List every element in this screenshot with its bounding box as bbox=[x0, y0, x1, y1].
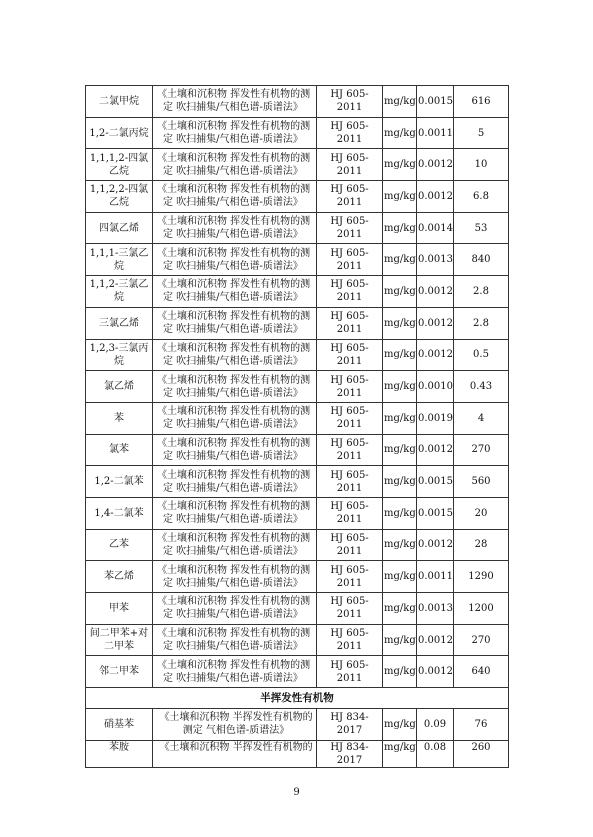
method-line-1: 《土壤和沉积物 挥发性有机物的测 bbox=[157, 406, 311, 418]
value-cell: 0.5 bbox=[454, 339, 509, 371]
pollutant-name-cell: 1,2-二氯苯 bbox=[86, 466, 153, 498]
detection-limit-cell: 0.0014 bbox=[417, 212, 454, 244]
standard-cell: HJ 605-2011 bbox=[317, 181, 383, 213]
table-row bbox=[86, 307, 509, 339]
pollutant-name-cell: 二氯甲烷 bbox=[86, 86, 153, 118]
method-line-2: 定 吹扫捕集/气相色谱-质谱法》 bbox=[163, 419, 303, 431]
method-cell bbox=[153, 117, 317, 149]
method-line-2: 定 吹扫捕集/气相色谱-质谱法》 bbox=[163, 641, 303, 653]
detection-limit-cell: 0.0012 bbox=[417, 276, 454, 308]
method-cell bbox=[153, 740, 317, 767]
standard-cell: HJ 605-2011 bbox=[317, 276, 383, 308]
value-cell: 560 bbox=[454, 466, 509, 498]
method-cell bbox=[153, 497, 317, 529]
value-cell: 5 bbox=[454, 117, 509, 149]
method-line-2: 定 吹扫捕集/气相色谱-质谱法》 bbox=[163, 355, 303, 367]
pollutant-name-cell: 氯苯 bbox=[86, 434, 153, 466]
unit-cell: mg/kg bbox=[383, 529, 417, 561]
unit-cell: mg/kg bbox=[383, 561, 417, 593]
detection-limit-cell: 0.0011 bbox=[417, 561, 454, 593]
standard-cell: HJ 605-2011 bbox=[317, 402, 383, 434]
pollutant-name-cell: 甲苯 bbox=[86, 593, 153, 625]
monitoring-table bbox=[85, 85, 509, 768]
unit-cell: mg/kg bbox=[383, 709, 417, 741]
unit-cell: mg/kg bbox=[383, 339, 417, 371]
standard-cell: HJ 834-2017 bbox=[317, 740, 383, 767]
unit-cell: mg/kg bbox=[383, 212, 417, 244]
unit-cell: mg/kg bbox=[383, 276, 417, 308]
pollutant-name-cell: 1,4-二氯苯 bbox=[86, 497, 153, 529]
table-row bbox=[86, 402, 509, 434]
method-cell bbox=[153, 339, 317, 371]
table-row bbox=[86, 497, 509, 529]
method-line-2: 定 吹扫捕集/气相色谱-质谱法》 bbox=[163, 102, 303, 114]
detection-limit-cell: 0.0013 bbox=[417, 244, 454, 276]
table-row bbox=[86, 149, 509, 181]
table-row bbox=[86, 434, 509, 466]
table-row bbox=[86, 709, 509, 741]
pollutant-name-cell: 苯胺 bbox=[86, 740, 153, 767]
page-number: 9 bbox=[293, 787, 300, 798]
method-cell bbox=[153, 244, 317, 276]
table-body bbox=[86, 86, 509, 768]
detection-limit-cell: 0.0012 bbox=[417, 307, 454, 339]
unit-cell: mg/kg bbox=[383, 656, 417, 688]
method-line-2: 测定 气相色谱-质谱法》 bbox=[182, 725, 290, 737]
value-cell: 270 bbox=[454, 434, 509, 466]
standard-cell: HJ 605-2011 bbox=[317, 656, 383, 688]
table-row bbox=[86, 466, 509, 498]
method-line-2: 定 吹扫捕集/气相色谱-质谱法》 bbox=[163, 387, 303, 399]
unit-cell: mg/kg bbox=[383, 624, 417, 656]
section-heading-row bbox=[86, 688, 509, 709]
table-row bbox=[86, 740, 509, 767]
table-row bbox=[86, 529, 509, 561]
method-cell bbox=[153, 276, 317, 308]
pollutant-name-cell: 邻二甲苯 bbox=[86, 656, 153, 688]
pollutant-name-cell: 1,1,2-三氯乙烷 bbox=[86, 276, 153, 308]
detection-limit-cell: 0.0012 bbox=[417, 624, 454, 656]
detection-limit-cell: 0.0012 bbox=[417, 149, 454, 181]
value-cell: 28 bbox=[454, 529, 509, 561]
table-row bbox=[86, 339, 509, 371]
method-line-1: 《土壤和沉积物 挥发性有机物的测 bbox=[157, 374, 311, 386]
table-row bbox=[86, 244, 509, 276]
method-cell bbox=[153, 212, 317, 244]
detection-limit-cell: 0.0011 bbox=[417, 117, 454, 149]
table-row bbox=[86, 656, 509, 688]
standard-cell: HJ 605-2011 bbox=[317, 561, 383, 593]
pollutant-name-cell: 三氯乙烯 bbox=[86, 307, 153, 339]
method-cell bbox=[153, 371, 317, 403]
pollutant-name-cell: 1,2,3-三氯丙烷 bbox=[86, 339, 153, 371]
unit-cell: mg/kg bbox=[383, 307, 417, 339]
method-line-2: 定 吹扫捕集/气相色谱-质谱法》 bbox=[163, 609, 303, 621]
pollutant-name-cell: 四氯乙烯 bbox=[86, 212, 153, 244]
detection-limit-cell: 0.0010 bbox=[417, 371, 454, 403]
detection-limit-cell: 0.0015 bbox=[417, 86, 454, 118]
value-cell: 840 bbox=[454, 244, 509, 276]
value-cell: 10 bbox=[454, 149, 509, 181]
value-cell: 76 bbox=[454, 709, 509, 741]
method-line-2: 定 吹扫捕集/气相色谱-质谱法》 bbox=[163, 197, 303, 209]
method-line-2: 定 吹扫捕集/气相色谱-质谱法》 bbox=[163, 450, 303, 462]
standard-cell: HJ 605-2011 bbox=[317, 244, 383, 276]
method-line-2: 定 吹扫捕集/气相色谱-质谱法》 bbox=[163, 577, 303, 589]
standard-cell: HJ 605-2011 bbox=[317, 466, 383, 498]
standard-cell: HJ 605-2011 bbox=[317, 624, 383, 656]
table-row bbox=[86, 561, 509, 593]
standard-cell: HJ 605-2011 bbox=[317, 117, 383, 149]
method-cell bbox=[153, 181, 317, 213]
detection-limit-cell: 0.0012 bbox=[417, 339, 454, 371]
method-line-2: 定 吹扫捕集/气相色谱-质谱法》 bbox=[163, 545, 303, 557]
method-line-2: 定 吹扫捕集/气相色谱-质谱法》 bbox=[163, 229, 303, 241]
unit-cell: mg/kg bbox=[383, 117, 417, 149]
value-cell: 2.8 bbox=[454, 276, 509, 308]
standard-cell: HJ 605-2011 bbox=[317, 86, 383, 118]
value-cell: 616 bbox=[454, 86, 509, 118]
method-line-2: 定 吹扫捕集/气相色谱-质谱法》 bbox=[163, 482, 303, 494]
standard-cell: HJ 834-2017 bbox=[317, 709, 383, 741]
unit-cell: mg/kg bbox=[383, 86, 417, 118]
method-cell bbox=[153, 624, 317, 656]
standard-cell: HJ 605-2011 bbox=[317, 497, 383, 529]
detection-limit-cell: 0.08 bbox=[417, 740, 454, 767]
pollutant-name-cell: 苯乙烯 bbox=[86, 561, 153, 593]
standard-cell: HJ 605-2011 bbox=[317, 529, 383, 561]
unit-cell: mg/kg bbox=[383, 434, 417, 466]
value-cell: 270 bbox=[454, 624, 509, 656]
method-cell bbox=[153, 86, 317, 118]
value-cell: 260 bbox=[454, 740, 509, 767]
method-line-2: 定 吹扫捕集/气相色谱-质谱法》 bbox=[163, 165, 303, 177]
method-cell bbox=[153, 656, 317, 688]
method-cell bbox=[153, 149, 317, 181]
pollutant-name-cell: 1,1,1,2-四氯乙烷 bbox=[86, 149, 153, 181]
method-line-2: 定 吹扫捕集/气相色谱-质谱法》 bbox=[163, 672, 303, 684]
standard-cell: HJ 605-2011 bbox=[317, 593, 383, 625]
detection-limit-cell: 0.0012 bbox=[417, 434, 454, 466]
pollutant-name-cell: 间二甲苯+对二甲苯 bbox=[86, 624, 153, 656]
method-cell bbox=[153, 466, 317, 498]
value-cell: 0.43 bbox=[454, 371, 509, 403]
table-row bbox=[86, 624, 509, 656]
unit-cell: mg/kg bbox=[383, 466, 417, 498]
method-cell bbox=[153, 593, 317, 625]
pollutant-name-cell: 苯 bbox=[86, 402, 153, 434]
pollutant-name-cell: 1,1,2,2-四氯乙烷 bbox=[86, 181, 153, 213]
method-line-1: 《土壤和沉积物 挥发性有机物的测 bbox=[157, 628, 311, 640]
detection-limit-cell: 0.0015 bbox=[417, 497, 454, 529]
standard-cell: HJ 605-2011 bbox=[317, 149, 383, 181]
pollutant-name-cell: 氯乙烯 bbox=[86, 371, 153, 403]
method-line-1: 《土壤和沉积物 挥发性有机物的测 bbox=[157, 501, 311, 513]
table-row bbox=[86, 371, 509, 403]
method-cell bbox=[153, 434, 317, 466]
method-line-1: 《土壤和沉积物 半挥发性有机物的 bbox=[159, 712, 313, 724]
detection-limit-cell: 0.09 bbox=[417, 709, 454, 741]
method-line-1: 《土壤和沉积物 挥发性有机物的测 bbox=[157, 342, 311, 354]
method-line-2: 定 吹扫捕集/气相色谱-质谱法》 bbox=[163, 292, 303, 304]
unit-cell: mg/kg bbox=[383, 740, 417, 767]
method-line-2: 定 吹扫捕集/气相色谱-质谱法》 bbox=[163, 260, 303, 272]
method-cell bbox=[153, 402, 317, 434]
unit-cell: mg/kg bbox=[383, 181, 417, 213]
method-line-2: 定 吹扫捕集/气相色谱-质谱法》 bbox=[163, 134, 303, 146]
method-line-1: 《土壤和沉积物 挥发性有机物的测 bbox=[157, 564, 311, 576]
method-line-1: 《土壤和沉积物 挥发性有机物的测 bbox=[157, 659, 311, 671]
table-row bbox=[86, 212, 509, 244]
method-line-1: 《土壤和沉积物 挥发性有机物的测 bbox=[157, 279, 311, 291]
unit-cell: mg/kg bbox=[383, 149, 417, 181]
table-row bbox=[86, 86, 509, 118]
method-line-1: 《土壤和沉积物 挥发性有机物的测 bbox=[157, 469, 311, 481]
method-cell bbox=[153, 529, 317, 561]
pollutant-name-cell: 硝基苯 bbox=[86, 709, 153, 741]
unit-cell: mg/kg bbox=[383, 593, 417, 625]
pollutant-name-cell: 1,1,1-三氯乙烷 bbox=[86, 244, 153, 276]
method-line-1: 《土壤和沉积物 挥发性有机物的测 bbox=[157, 596, 311, 608]
detection-limit-cell: 0.0012 bbox=[417, 656, 454, 688]
method-line-1: 《土壤和沉积物 挥发性有机物的测 bbox=[157, 437, 311, 449]
detection-limit-cell: 0.0015 bbox=[417, 466, 454, 498]
method-line-1: 《土壤和沉积物 挥发性有机物的测 bbox=[157, 311, 311, 323]
standard-cell: HJ 605-2011 bbox=[317, 371, 383, 403]
table-row bbox=[86, 593, 509, 625]
standard-cell: HJ 605-2011 bbox=[317, 434, 383, 466]
method-line-1: 《土壤和沉积物 挥发性有机物的测 bbox=[157, 89, 311, 101]
standard-cell: HJ 605-2011 bbox=[317, 212, 383, 244]
unit-cell: mg/kg bbox=[383, 402, 417, 434]
table-row bbox=[86, 117, 509, 149]
pollutant-name-cell: 乙苯 bbox=[86, 529, 153, 561]
detection-limit-cell: 0.0013 bbox=[417, 593, 454, 625]
table-row bbox=[86, 276, 509, 308]
detection-limit-cell: 0.0012 bbox=[417, 181, 454, 213]
table-row bbox=[86, 181, 509, 213]
value-cell: 1200 bbox=[454, 593, 509, 625]
method-line-1: 《土壤和沉积物 挥发性有机物的测 bbox=[157, 532, 311, 544]
pollutant-name-cell: 1,2-二氯丙烷 bbox=[86, 117, 153, 149]
unit-cell: mg/kg bbox=[383, 497, 417, 529]
value-cell: 6.8 bbox=[454, 181, 509, 213]
method-line-1: 《土壤和沉积物 挥发性有机物的测 bbox=[157, 247, 311, 259]
method-line-1: 《土壤和沉积物 半挥发性有机物的 bbox=[159, 741, 313, 753]
value-cell: 20 bbox=[454, 497, 509, 529]
method-line-1: 《土壤和沉积物 挥发性有机物的测 bbox=[157, 121, 311, 133]
method-cell bbox=[153, 307, 317, 339]
method-line-2: 定 吹扫捕集/气相色谱-质谱法》 bbox=[163, 324, 303, 336]
method-line-2: 定 吹扫捕集/气相色谱-质谱法》 bbox=[163, 514, 303, 526]
unit-cell: mg/kg bbox=[383, 244, 417, 276]
method-line-1: 《土壤和沉积物 挥发性有机物的测 bbox=[157, 184, 311, 196]
unit-cell: mg/kg bbox=[383, 371, 417, 403]
value-cell: 4 bbox=[454, 402, 509, 434]
detection-limit-cell: 0.0019 bbox=[417, 402, 454, 434]
method-cell bbox=[153, 709, 317, 741]
value-cell: 1290 bbox=[454, 561, 509, 593]
value-cell: 53 bbox=[454, 212, 509, 244]
method-line-1: 《土壤和沉积物 挥发性有机物的测 bbox=[157, 216, 311, 228]
standard-cell: HJ 605-2011 bbox=[317, 307, 383, 339]
value-cell: 2.8 bbox=[454, 307, 509, 339]
method-cell bbox=[153, 561, 317, 593]
standard-cell: HJ 605-2011 bbox=[317, 339, 383, 371]
detection-limit-cell: 0.0012 bbox=[417, 529, 454, 561]
method-line-1: 《土壤和沉积物 挥发性有机物的测 bbox=[157, 152, 311, 164]
section-heading: 半挥发性有机物 bbox=[86, 688, 509, 709]
value-cell: 640 bbox=[454, 656, 509, 688]
